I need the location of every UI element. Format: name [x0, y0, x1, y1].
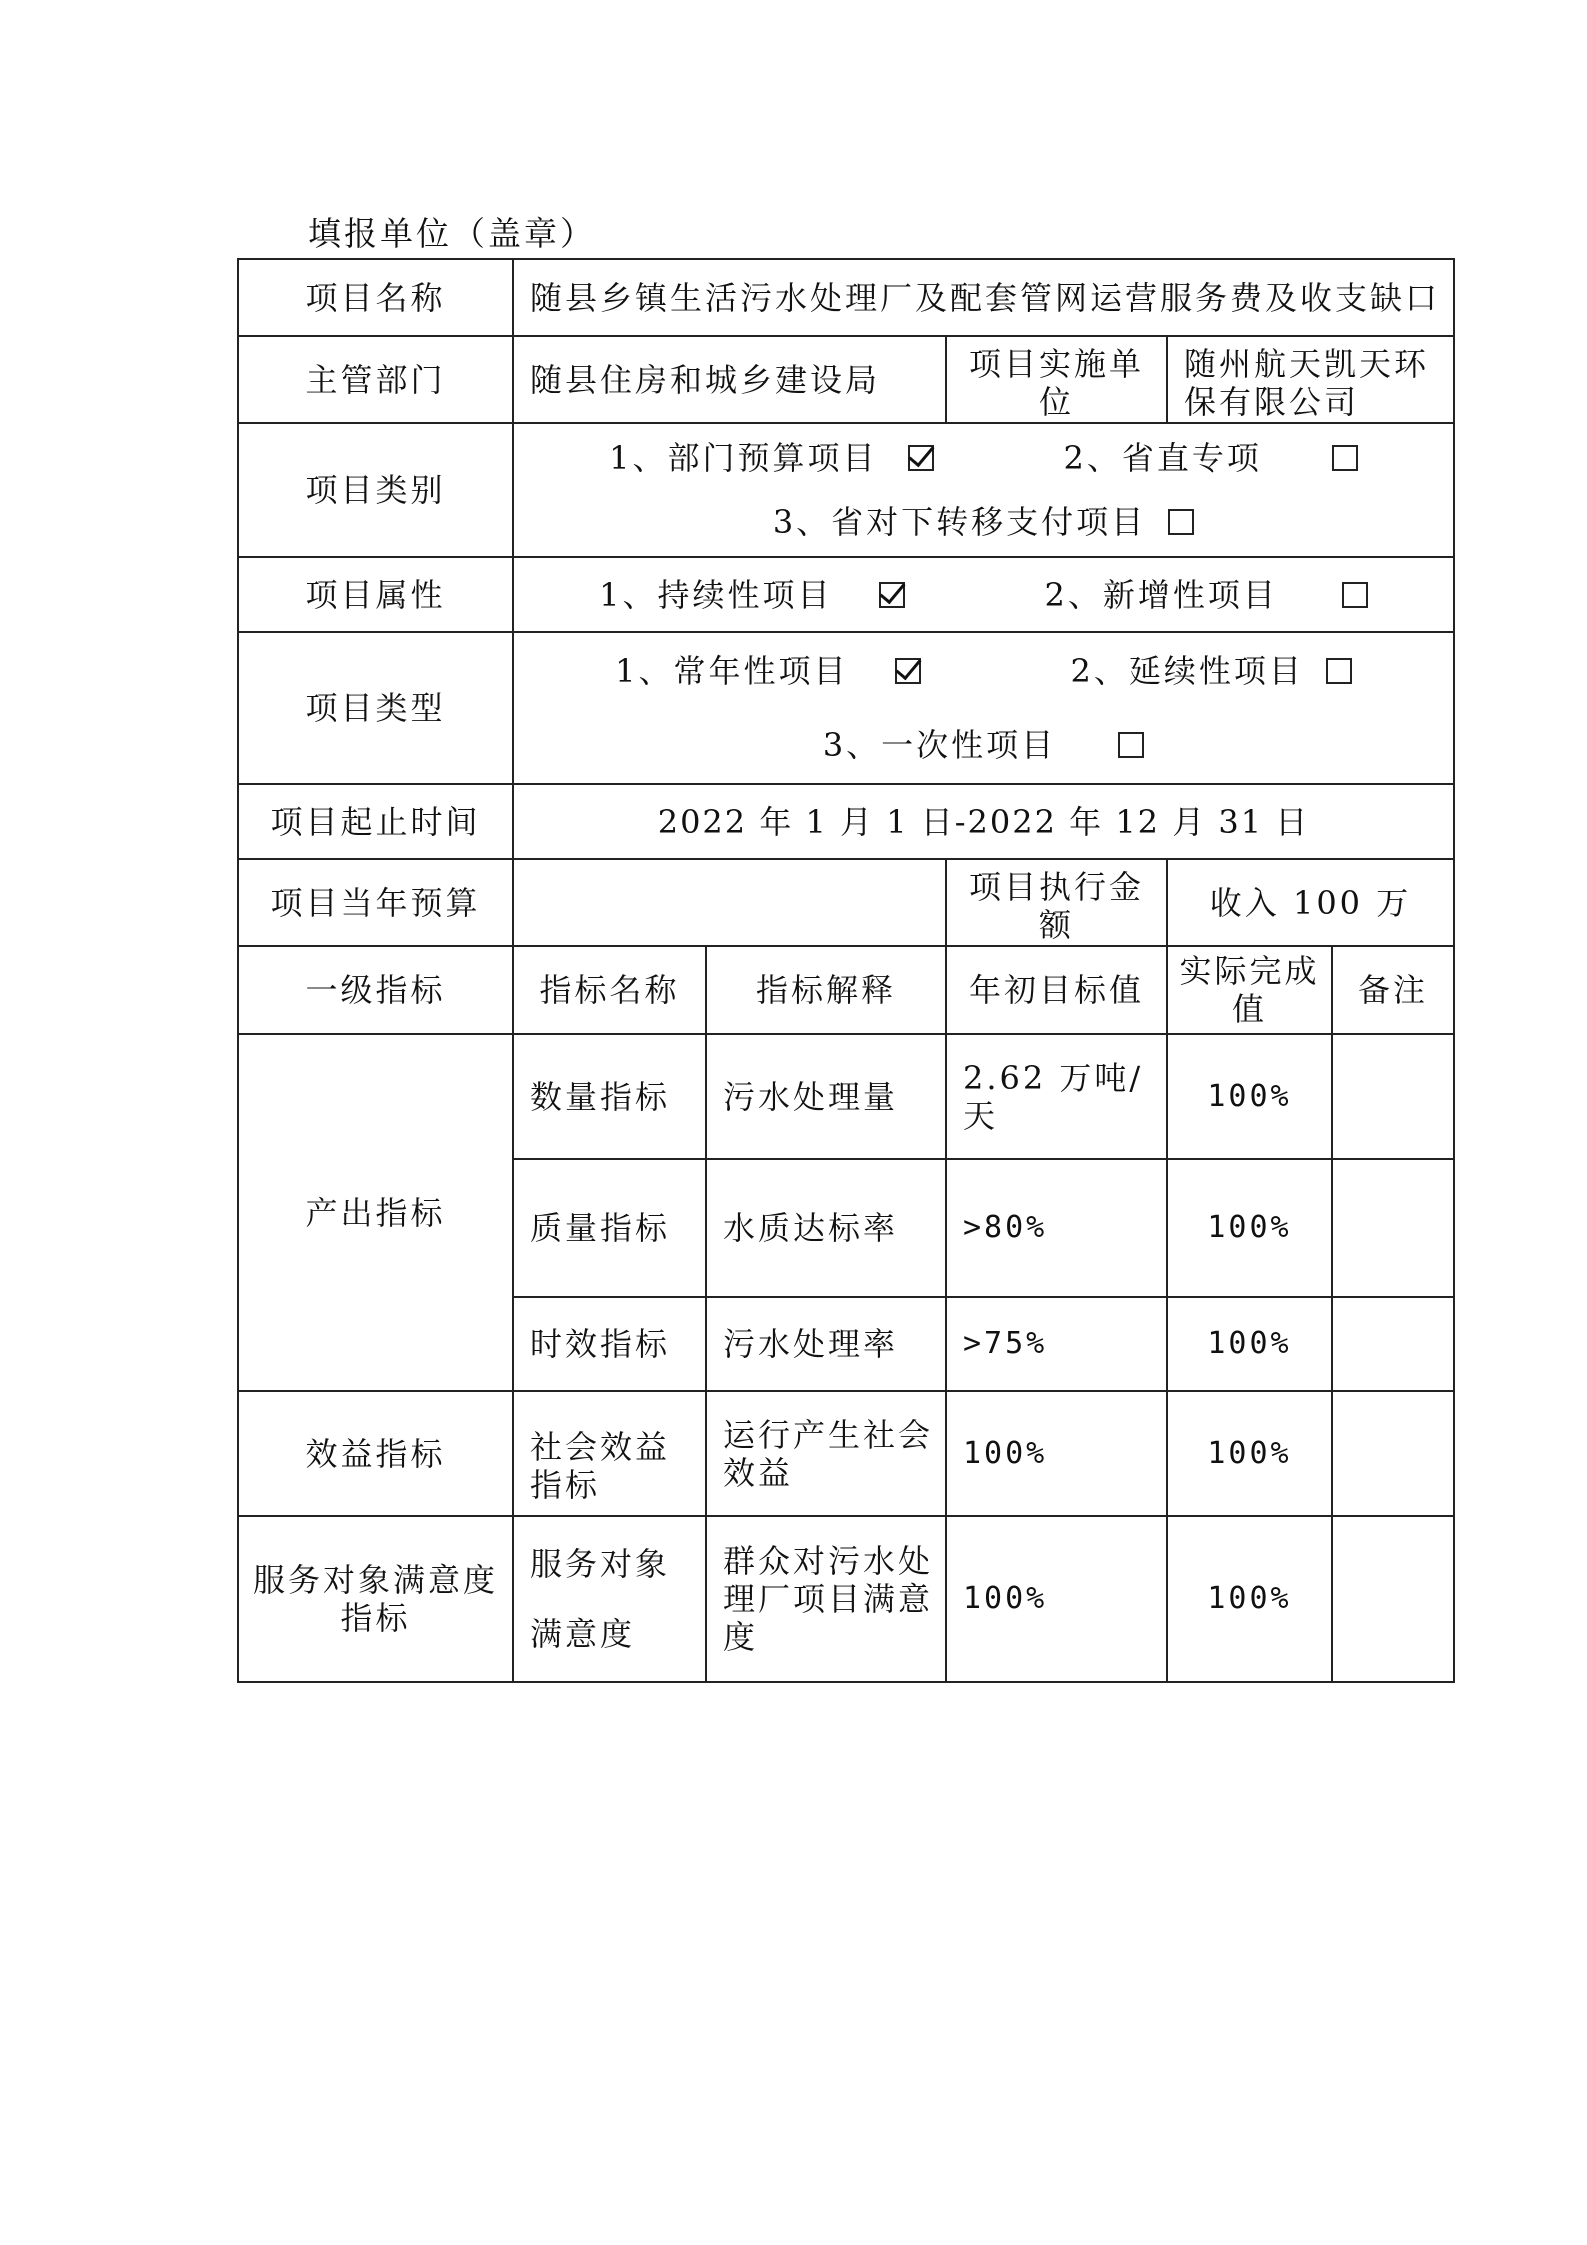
checkbox-icon[interactable] — [1332, 445, 1358, 471]
indicator-explain: 污水处理率 — [706, 1297, 946, 1391]
row-project-name — [238, 259, 1454, 336]
indicator-actual: 100% — [1167, 1034, 1332, 1159]
indicator-target: 2.62 万吨/天 — [946, 1034, 1167, 1159]
category-option-1: 1、部门预算项目 — [609, 439, 933, 477]
header-level1: 一级指标 — [238, 946, 513, 1034]
value-project-name: 随县乡镇生活污水处理厂及配套管网运营服务费及收支缺口 — [513, 259, 1454, 336]
checked-checkbox-icon[interactable] — [879, 582, 905, 608]
indicator-target: >80% — [946, 1159, 1167, 1297]
value-period: 2022 年 1 月 1 日-2022 年 12 月 31 日 — [513, 784, 1454, 859]
group-output-label: 产出指标 — [238, 1034, 513, 1391]
table-row — [238, 1391, 1454, 1516]
label-budget: 项目当年预算 — [238, 859, 513, 946]
indicator-actual: 100% — [1167, 1516, 1332, 1682]
label-execution-amount: 项目执行金额 — [946, 859, 1167, 946]
indicator-actual: 100% — [1167, 1297, 1332, 1391]
label-implementing-unit: 项目实施单位 — [946, 336, 1167, 423]
table-row — [238, 1034, 1454, 1159]
row-department — [238, 336, 1454, 423]
label-project-name: 项目名称 — [238, 259, 513, 336]
indicator-name-line1: 服务对象 — [530, 1545, 671, 1583]
indicator-target: 100% — [946, 1516, 1167, 1682]
row-category — [238, 423, 1454, 557]
value-department: 随县住房和城乡建设局 — [513, 336, 946, 423]
attribute-option-2: 2、新增性项目 — [1045, 576, 1368, 614]
row-budget — [238, 859, 1454, 946]
label-department: 主管部门 — [238, 336, 513, 423]
header-remark: 备注 — [1332, 946, 1454, 1034]
indicator-name: 质量指标 — [513, 1159, 706, 1297]
table-row — [238, 1516, 1454, 1682]
value-budget — [513, 859, 946, 946]
indicator-remark — [1332, 1159, 1454, 1297]
indicator-name: 时效指标 — [513, 1297, 706, 1391]
group-satisfaction-label: 服务对象满意度指标 — [238, 1516, 513, 1682]
indicator-name: 数量指标 — [513, 1034, 706, 1159]
header-actual: 实际完成值 — [1167, 946, 1332, 1034]
indicator-remark — [1332, 1516, 1454, 1682]
type-option-3: 3、一次性项目 — [823, 726, 1144, 764]
value-implementing-unit: 随州航天凯天环保有限公司 — [1167, 336, 1454, 423]
form-header: 填报单位（盖章） — [308, 214, 596, 253]
indicator-actual: 100% — [1167, 1159, 1332, 1297]
label-type: 项目类型 — [238, 632, 513, 784]
header-indicator-explain: 指标解释 — [706, 946, 946, 1034]
indicator-remark — [1332, 1297, 1454, 1391]
category-option-2: 2、省直专项 — [1064, 439, 1358, 477]
label-attribute: 项目属性 — [238, 557, 513, 632]
category-option-3: 3、省对下转移支付项目 — [773, 503, 1194, 541]
indicator-remark — [1332, 1391, 1454, 1516]
type-option-2: 2、延续性项目 — [1071, 652, 1352, 690]
row-indicator-headers — [238, 946, 1454, 1034]
label-period: 项目起止时间 — [238, 784, 513, 859]
indicator-explain: 污水处理量 — [706, 1034, 946, 1159]
indicator-explain: 水质达标率 — [706, 1159, 946, 1297]
indicator-target: 100% — [946, 1391, 1167, 1516]
checkbox-icon[interactable] — [1118, 732, 1144, 758]
checkbox-icon[interactable] — [1326, 658, 1352, 684]
indicator-name: 社会效益指标 — [513, 1391, 706, 1516]
group-benefit-label: 效益指标 — [238, 1391, 513, 1516]
row-period — [238, 784, 1454, 859]
checkbox-icon[interactable] — [1168, 509, 1194, 535]
checked-checkbox-icon[interactable] — [908, 445, 934, 471]
indicator-explain: 群众对污水处理厂项目满意度 — [706, 1516, 946, 1682]
checkbox-icon[interactable] — [1342, 582, 1368, 608]
row-type — [238, 632, 1454, 784]
row-attribute — [238, 557, 1454, 632]
attribute-option-1: 1、持续性项目 — [599, 576, 904, 614]
indicator-name-line2: 满意度 — [530, 1615, 636, 1653]
indicator-actual: 100% — [1167, 1391, 1332, 1516]
indicator-remark — [1332, 1034, 1454, 1159]
value-execution-amount: 收入 100 万 — [1167, 859, 1454, 946]
indicator-target: >75% — [946, 1297, 1167, 1391]
performance-form-table — [237, 258, 1455, 1683]
header-indicator-name: 指标名称 — [513, 946, 706, 1034]
checked-checkbox-icon[interactable] — [895, 658, 921, 684]
label-category: 项目类别 — [238, 423, 513, 557]
header-target: 年初目标值 — [946, 946, 1167, 1034]
indicator-explain: 运行产生社会效益 — [706, 1391, 946, 1516]
type-option-1: 1、常年性项目 — [615, 652, 920, 690]
